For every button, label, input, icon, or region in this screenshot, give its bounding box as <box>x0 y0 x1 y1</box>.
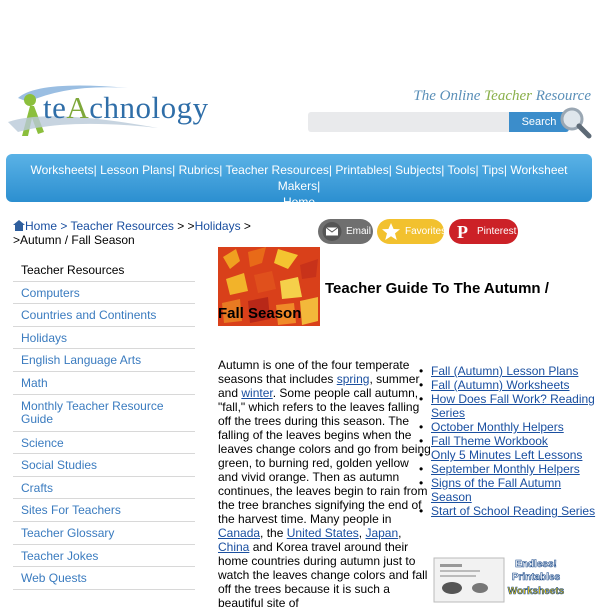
article-text: . Some people call autumn, "fall," which refers to the leaves falling off the trees during this season. The falling of the leaves begins when the leaves change colors and go from being green, to burning red, golden yellow and vivid orange. Then as autumn continues, the leaves begin to rain from the tree branches signifying the end of the harvest time. Many people in <box>218 386 431 526</box>
related-link-label[interactable]: October Monthly Helpers <box>431 420 564 434</box>
share-pinterest-button[interactable] <box>449 219 518 244</box>
page-title-line: Teacher Guide To The Autumn / <box>325 280 549 297</box>
sidebar-item-web-quests[interactable]: Web Quests <box>13 567 195 590</box>
article-text: Autumn is one of the four temperate seasons that includes <box>218 358 410 386</box>
share-email-button[interactable] <box>318 219 373 244</box>
sidebar-item-science[interactable]: Science <box>13 432 195 455</box>
link-japan[interactable]: Japan <box>365 526 399 540</box>
related-link-label[interactable]: Fall (Autumn) Worksheets <box>431 378 570 392</box>
related-link-label[interactable]: Signs of the Fall Autumn Season <box>431 476 562 504</box>
promo-line-2: Printables <box>511 572 561 583</box>
nav-worksheets[interactable]: Worksheets <box>30 163 94 177</box>
share-email-label: Email <box>346 226 372 237</box>
nav-teacher-resources[interactable]: Teacher Resources <box>225 163 329 177</box>
main-nav-bar: Worksheets| Lesson Plans| Rubrics| Teacher Resources| Printables| Subjects| Tools| Tips| Worksheet Makers| Home <box>6 154 592 202</box>
related-link-label[interactable]: How Does Fall Work? Reading Series <box>431 392 595 420</box>
sidebar-item-teacher-resources[interactable]: Teacher Resources <box>13 259 195 282</box>
nav-tools[interactable]: Tools <box>447 163 476 177</box>
breadcrumb-separator: > > <box>173 219 195 233</box>
logo-text-part: te <box>43 90 67 125</box>
share-favorites-label: Favorites <box>405 226 447 237</box>
related-links-list <box>416 364 596 518</box>
related-link[interactable] <box>416 448 596 462</box>
nav-printables[interactable]: Printables <box>335 163 389 177</box>
article-text: , summer and <box>218 372 420 400</box>
sidebar-item-crafts[interactable]: Crafts <box>13 477 195 500</box>
nav-lesson-plans[interactable]: Lesson Plans <box>100 163 173 177</box>
tagline-text: Resource <box>531 88 591 104</box>
breadcrumb-home[interactable]: Home > <box>25 219 68 233</box>
page-title-line: Fall Season <box>218 305 302 322</box>
nav-home[interactable]: Home <box>282 195 315 209</box>
link-spring[interactable]: spring <box>336 372 370 386</box>
printables-promo-banner[interactable] <box>432 556 572 600</box>
related-link[interactable] <box>416 420 596 434</box>
article-text: and Korea travel around their home countries during autumn just to watch the leaves change colors and fall off the trees because it is such a beautiful site of <box>218 540 428 610</box>
link-winter[interactable]: winter <box>241 386 273 400</box>
sidebar-item-monthly-guide[interactable]: Monthly Teacher Resource Guide <box>13 395 195 432</box>
breadcrumb-current: >Autumn / Fall Season <box>13 233 135 247</box>
nav-worksheet-makers[interactable]: Worksheet Makers <box>277 163 568 193</box>
sidebar-menu <box>13 259 195 590</box>
related-link-label[interactable]: Start of School Reading Series <box>431 504 596 518</box>
breadcrumb-teacher-resources[interactable]: Teacher Resources <box>70 219 174 233</box>
article-text: , <box>398 526 402 540</box>
related-link-label[interactable]: September Monthly Helpers <box>431 462 580 476</box>
star-icon <box>381 222 401 241</box>
search-input[interactable] <box>308 112 510 132</box>
sidebar-item-social-studies[interactable]: Social Studies <box>13 454 195 477</box>
envelope-icon <box>322 222 342 241</box>
search-button[interactable]: Search <box>509 112 569 132</box>
pinterest-icon <box>453 222 473 241</box>
promo-line-1: Endless! <box>515 559 557 570</box>
share-favorites-button[interactable] <box>377 219 447 244</box>
site-tagline <box>413 88 591 105</box>
logo-text-part: chnology <box>89 90 209 125</box>
sidebar-item-english[interactable]: English Language Arts <box>13 349 195 372</box>
sidebar-item-jokes[interactable]: Teacher Jokes <box>13 545 195 568</box>
page-title <box>218 276 588 326</box>
sidebar-item-computers[interactable]: Computers <box>13 282 195 305</box>
related-link[interactable] <box>416 434 596 448</box>
link-united-states[interactable]: United States <box>286 526 359 540</box>
nav-subjects[interactable]: Subjects <box>395 163 442 177</box>
tagline-text: The Online <box>413 88 485 104</box>
share-pinterest-label: Pinterest <box>477 226 517 237</box>
logo-text-part: A <box>66 90 90 125</box>
sidebar-item-countries[interactable]: Countries and Continents <box>13 304 195 327</box>
link-china[interactable]: China <box>218 540 250 554</box>
related-link-label[interactable]: Only 5 Minutes Left Lessons <box>431 448 583 462</box>
breadcrumb-holidays[interactable]: Holidays <box>194 219 241 233</box>
related-link[interactable] <box>416 476 596 504</box>
article-text: , <box>358 526 366 540</box>
sidebar-item-holidays[interactable]: Holidays <box>13 327 195 350</box>
promo-line-3: Worksheets <box>507 586 565 597</box>
svg-text:P: P <box>457 222 468 242</box>
magnifier-icon[interactable] <box>558 105 592 139</box>
related-link-label[interactable]: Fall (Autumn) Lesson Plans <box>431 364 579 378</box>
related-link-label[interactable]: Fall Theme Workbook <box>431 434 548 448</box>
related-link[interactable] <box>416 392 596 420</box>
sidebar-item-sites[interactable]: Sites For Teachers <box>13 499 195 522</box>
link-canada[interactable]: Canada <box>218 526 261 540</box>
nav-tips[interactable]: Tips <box>481 163 504 177</box>
sidebar-item-glossary[interactable]: Teacher Glossary <box>13 522 195 545</box>
home-icon[interactable] <box>13 220 25 231</box>
article-body <box>218 358 431 610</box>
logo-wordmark[interactable] <box>43 90 209 126</box>
breadcrumb <box>13 219 313 247</box>
breadcrumb-separator: > <box>240 219 251 233</box>
related-link[interactable] <box>416 462 596 476</box>
related-link[interactable] <box>416 378 596 392</box>
related-link[interactable] <box>416 504 596 518</box>
sidebar-item-math[interactable]: Math <box>13 372 195 395</box>
tagline-text: Teacher <box>484 88 532 104</box>
related-link[interactable] <box>416 364 596 378</box>
nav-rubrics[interactable]: Rubrics <box>178 163 220 177</box>
article-text: , the <box>260 526 287 540</box>
